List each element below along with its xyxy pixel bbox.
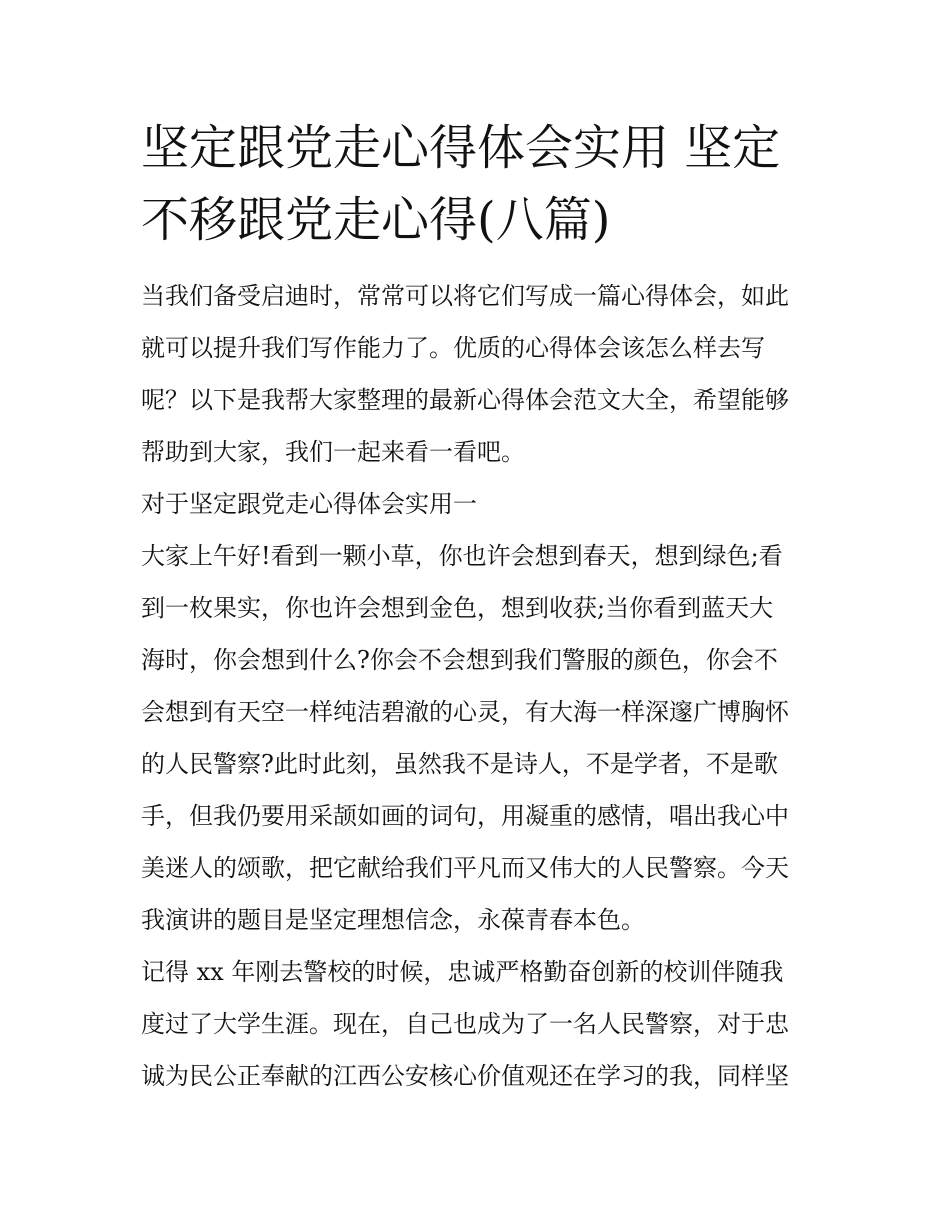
intro-paragraph: [141, 270, 821, 478]
text-line: 我演讲的题目是坚定理想信念，永葆青春本色。: [141, 906, 645, 934]
text-line: 当我们备受启迪时，常常可以将它们写成一篇心得体会，如此: [141, 282, 789, 310]
text-line: 诚为民公正奉献的江西公安核心价值观还在学习的我，同样坚: [141, 1062, 789, 1090]
text-line: 到一枚果实，你也许会想到金色，想到收获;当你看到蓝天大: [141, 594, 774, 622]
document-body: [141, 270, 821, 1102]
document-content: [141, 112, 821, 1102]
text-line: 会想到有天空一样纯洁碧澈的心灵，有大海一样深邃广博胸怀: [141, 698, 789, 726]
body-paragraph: [141, 946, 821, 1102]
text-line: 就可以提升我们写作能力了。优质的心得体会该怎么样去写: [141, 334, 765, 362]
text-line: 的人民警察?此时此刻，虽然我不是诗人，不是学者，不是歌: [141, 750, 778, 778]
text-line: 记得 xx 年刚去警校的时候，忠诚严格勤奋创新的校训伴随我: [141, 958, 784, 986]
text-line: 帮助到大家，我们一起来看一看吧。: [141, 438, 525, 466]
text-line: 对于坚定跟党走心得体会实用一: [141, 490, 477, 518]
title-line: 坚定跟党走心得体会实用 坚定: [141, 120, 781, 176]
text-line: 美迷人的颂歌，把它献给我们平凡而又伟大的人民警察。今天: [141, 854, 789, 882]
text-line: 度过了大学生涯。现在，自己也成为了一名人民警察，对于忠: [141, 1010, 789, 1038]
text-line: 呢？以下是我帮大家整理的最新心得体会范文大全，希望能够: [141, 386, 789, 414]
text-line: 大家上午好!看到一颗小草，你也许会想到春天，想到绿色;看: [141, 542, 783, 570]
document-title: [141, 112, 821, 256]
section-heading: [141, 478, 821, 530]
title-line: 不移跟党走心得(八篇): [141, 192, 611, 248]
text-line: 海时，你会想到什么?你会不会想到我们警服的颜色，你会不: [141, 646, 778, 674]
body-paragraph: [141, 530, 821, 946]
text-line: 手，但我仍要用采颉如画的词句，用凝重的感情，唱出我心中: [141, 802, 789, 830]
